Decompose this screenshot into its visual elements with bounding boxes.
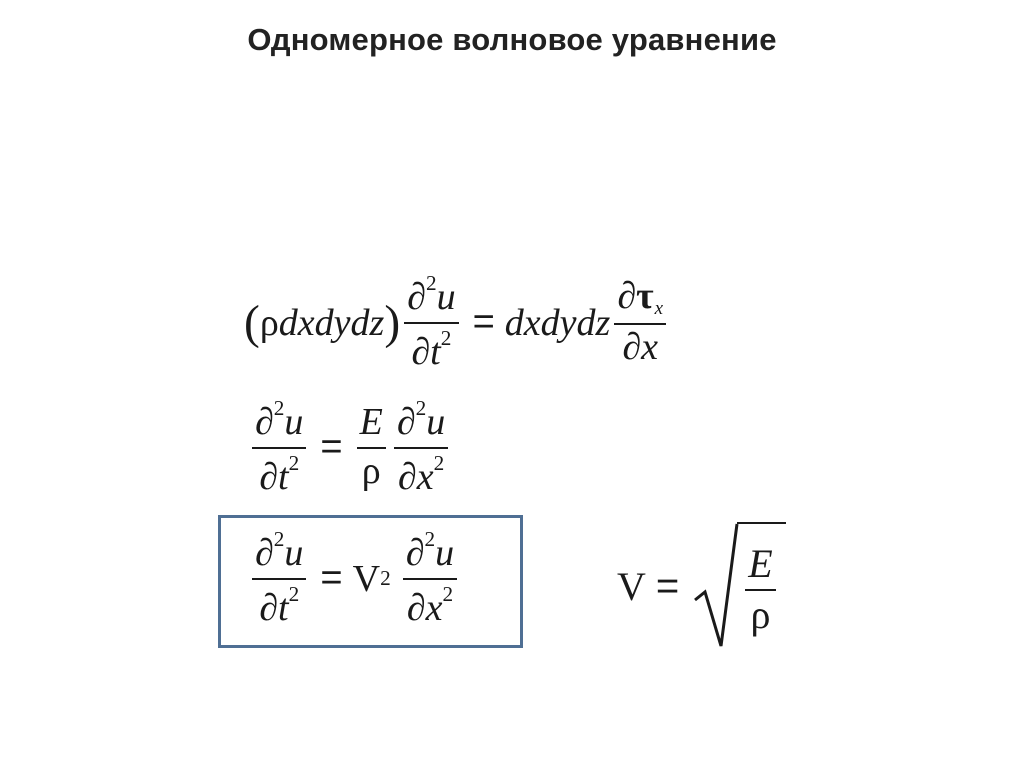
u-symbol: u <box>284 532 304 575</box>
tau-symbol: τ <box>636 274 654 317</box>
fraction-bar <box>252 578 306 580</box>
partial-symbol: ∂ <box>255 532 274 575</box>
u-symbol: u <box>436 276 456 319</box>
x-symbol: x <box>425 587 443 630</box>
e-symbol: E <box>748 540 773 586</box>
equals-sign: = <box>320 557 343 600</box>
fraction-bar <box>357 447 386 449</box>
exponent: 2 <box>433 451 445 476</box>
t-symbol: t <box>278 456 289 499</box>
v-symbol: V <box>617 563 646 609</box>
left-paren: ( <box>244 296 260 349</box>
t-symbol: t <box>278 587 289 630</box>
tau-subscript: x <box>654 298 664 320</box>
equation-velocity-definition <box>617 522 786 650</box>
partial-symbol: ∂ <box>407 276 426 319</box>
partial-symbol: ∂ <box>259 587 278 630</box>
exponent: 2 <box>380 566 391 591</box>
equation-wave-velocity <box>248 528 461 629</box>
fraction-dtau-dx <box>614 274 666 369</box>
exponent: 2 <box>424 527 436 551</box>
equation-newton-element <box>244 272 670 373</box>
partial-symbol: ∂ <box>397 456 417 499</box>
fraction-d2u-dx2 <box>394 397 448 498</box>
exponent: 2 <box>288 582 300 607</box>
fraction-bar <box>745 589 775 591</box>
fraction-bar <box>252 447 306 449</box>
fraction-d2u-dx2 <box>403 528 457 629</box>
radicand <box>737 522 785 650</box>
u-symbol: u <box>435 532 455 575</box>
partial-symbol: ∂ <box>406 587 426 630</box>
right-paren: ) <box>384 296 401 349</box>
exponent: 2 <box>415 396 427 420</box>
e-symbol: E <box>359 401 383 444</box>
fraction-d2u-dt2 <box>252 397 306 498</box>
volume-element-left: dxdydz <box>278 301 385 344</box>
partial-symbol: ∂ <box>411 331 431 374</box>
slide-title: Одномерное волновое уравнение <box>247 22 777 57</box>
equals-sign: = <box>320 426 343 469</box>
volume-element-right: dxdydz <box>504 301 611 344</box>
partial-symbol: ∂ <box>396 401 416 444</box>
rho-symbol: ρ <box>361 450 381 493</box>
v-symbol: V <box>352 557 381 600</box>
exponent: 2 <box>425 271 437 295</box>
radical-sign-icon <box>693 522 739 650</box>
exponent: 2 <box>273 527 285 551</box>
partial-symbol: ∂ <box>405 532 425 575</box>
fraction-bar <box>403 578 457 580</box>
exponent: 2 <box>442 582 454 607</box>
exponent: 2 <box>273 396 285 420</box>
partial-symbol: ∂ <box>617 274 637 317</box>
fraction-d2u-dt2 <box>252 528 306 629</box>
fraction-bar <box>394 447 448 449</box>
square-root <box>693 522 785 650</box>
partial-symbol: ∂ <box>255 401 274 444</box>
fraction-e-rho <box>357 403 386 492</box>
exponent: 2 <box>288 451 300 476</box>
equation-wave-e-rho <box>248 397 452 498</box>
fraction-d2u-dt2 <box>404 272 458 373</box>
partial-x: ∂x <box>622 326 658 369</box>
equals-sign: = <box>472 301 495 344</box>
u-symbol: u <box>426 401 446 444</box>
rho-symbol: ρ <box>259 301 279 344</box>
exponent: 2 <box>440 326 452 351</box>
fraction-bar <box>614 323 666 325</box>
fraction-bar <box>404 322 458 324</box>
t-symbol: t <box>430 331 441 374</box>
fraction-e-rho <box>745 540 775 637</box>
x-symbol: x <box>416 456 434 499</box>
rho-symbol: ρ <box>750 591 771 637</box>
partial-symbol: ∂ <box>259 456 278 499</box>
u-symbol: u <box>284 401 304 444</box>
equals-sign: = <box>655 563 680 608</box>
